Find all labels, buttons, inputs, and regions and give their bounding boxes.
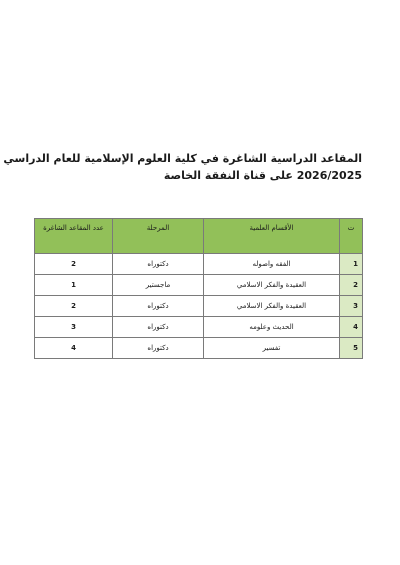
title-line-2: 2026/2025 على قناة النفقة الخاصة	[163, 169, 362, 182]
table-header-row	[35, 219, 363, 254]
vacant-seats-table	[34, 218, 363, 359]
row-department: الحديث وعلومه	[204, 317, 340, 338]
document-title	[3, 150, 362, 184]
header-department: الأقسام العلمية	[204, 219, 340, 254]
row-stage: دكتوراه	[113, 338, 204, 359]
row-count: 2	[35, 254, 113, 275]
row-stage: دكتوراه	[113, 296, 204, 317]
row-count: 3	[35, 317, 113, 338]
row-stage: دكتوراه	[113, 317, 204, 338]
table-row	[35, 338, 363, 359]
header-count: عدد المقاعد الشاغرة	[35, 219, 113, 254]
header-num: ت	[340, 219, 363, 254]
row-department: العقيدة والفكر الاسلامي	[204, 275, 340, 296]
row-num: 4	[340, 317, 363, 338]
row-stage: دكتوراه	[113, 254, 204, 275]
row-count: 1	[35, 275, 113, 296]
row-num: 2	[340, 275, 363, 296]
table-row	[35, 317, 363, 338]
row-stage: ماجستير	[113, 275, 204, 296]
row-department: العقيدة والفكر الاسلامي	[204, 296, 340, 317]
row-num: 3	[340, 296, 363, 317]
row-count: 4	[35, 338, 113, 359]
row-num: 1	[340, 254, 363, 275]
title-line-1: المقاعد الدراسية الشاغرة في كلية العلوم الإسلامية للعام الدراسي	[3, 152, 362, 165]
table-row	[35, 275, 363, 296]
row-count: 2	[35, 296, 113, 317]
table-row	[35, 254, 363, 275]
row-department: تفسير	[204, 338, 340, 359]
table-row	[35, 296, 363, 317]
row-department: الفقه واصوله	[204, 254, 340, 275]
header-stage: المرحلة	[113, 219, 204, 254]
row-num: 5	[340, 338, 363, 359]
